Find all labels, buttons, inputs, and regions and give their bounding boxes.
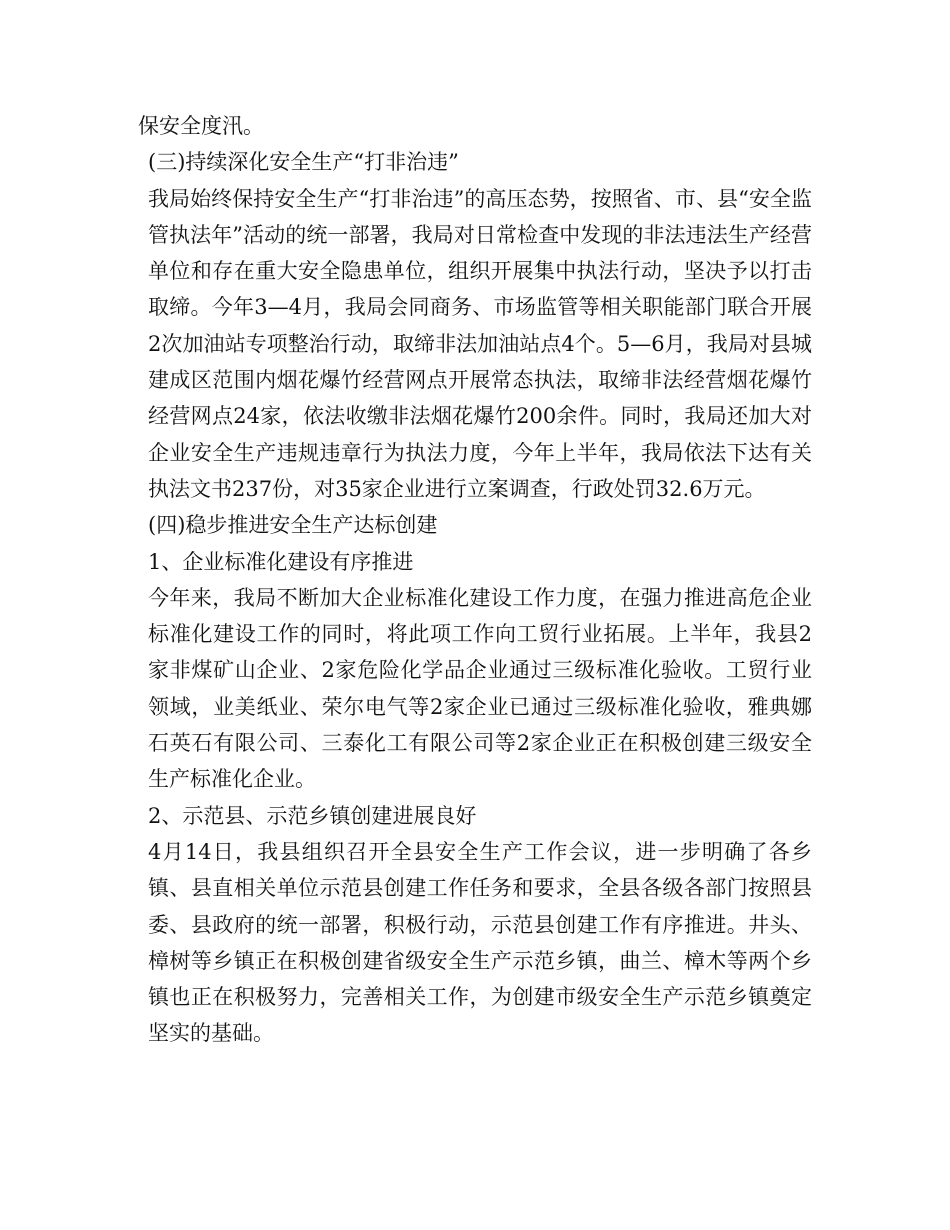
document-body <box>138 108 812 1052</box>
paragraph-standardization: 今年来，我局不断加大企业标准化建设工作力度，在强力推进高危企业标准化建设工作的同时，将此项工作向工贸行业拓展。上半年，我县2家非煤矿山企业、2家危险化学品企业通过三级标准化验收。工贸行业领域，业美纸业、荣尔电气等2家企业已通过三级标准化验收，雅典娜石英石有限公司、三泰化工有限公司等2家企业正在积极创建三级安全生产标准化企业。 <box>148 585 812 792</box>
paragraph-continuation: 保安全度汛。 <box>138 114 264 138</box>
section-heading-4: (四)稳步推进安全生产达标创建 <box>148 513 438 538</box>
paragraph-demonstration: 4月14日，我县组织召开全县安全生产工作会议，进一步明确了各乡镇、县直相关单位示范县创建工作任务和要求，全县各级各部门按照县委、县政府的统一部署，积极行动，示范县创建工作有序推进。井头、樟树等乡镇正在积极创建省级安全生产示范乡镇，曲兰、樟木等两个乡镇也正在积极努力，完善相关工作，为创建市级安全生产示范乡镇奠定坚实的基础。 <box>148 839 812 1046</box>
subheading-2: 2、示范县、示范乡镇创建进展良好 <box>148 803 477 828</box>
section-heading-3: (三)持续深化安全生产“打非治违” <box>148 150 459 175</box>
subheading-1: 1、企业标准化建设有序推进 <box>148 549 414 574</box>
paragraph-crackdown: 我局始终保持安全生产“打非治违”的高压态势，按照省、市、县“安全监管执法年”活动的统一部署，我局对日常检查中发现的非法违法生产经营单位和存在重大安全隐患单位，组织开展集中执法行动，坚决予以打击取缔。今年3—4月，我局会同商务、市场监管等相关职能部门联合开展2次加油站专项整治行动，取缔非法加油站点4个。5—6月，我局对县城建成区范围内烟花爆竹经营网点开展常态执法，取缔非法经营烟花爆竹经营网点24家，依法收缴非法烟花爆竹200余件。同时，我局还加大对企业安全生产违规违章行为执法力度，今年上半年，我局依法下达有关执法文书237份，对35家企业进行立案调查，行政处罚32.6万元。 <box>148 186 812 501</box>
